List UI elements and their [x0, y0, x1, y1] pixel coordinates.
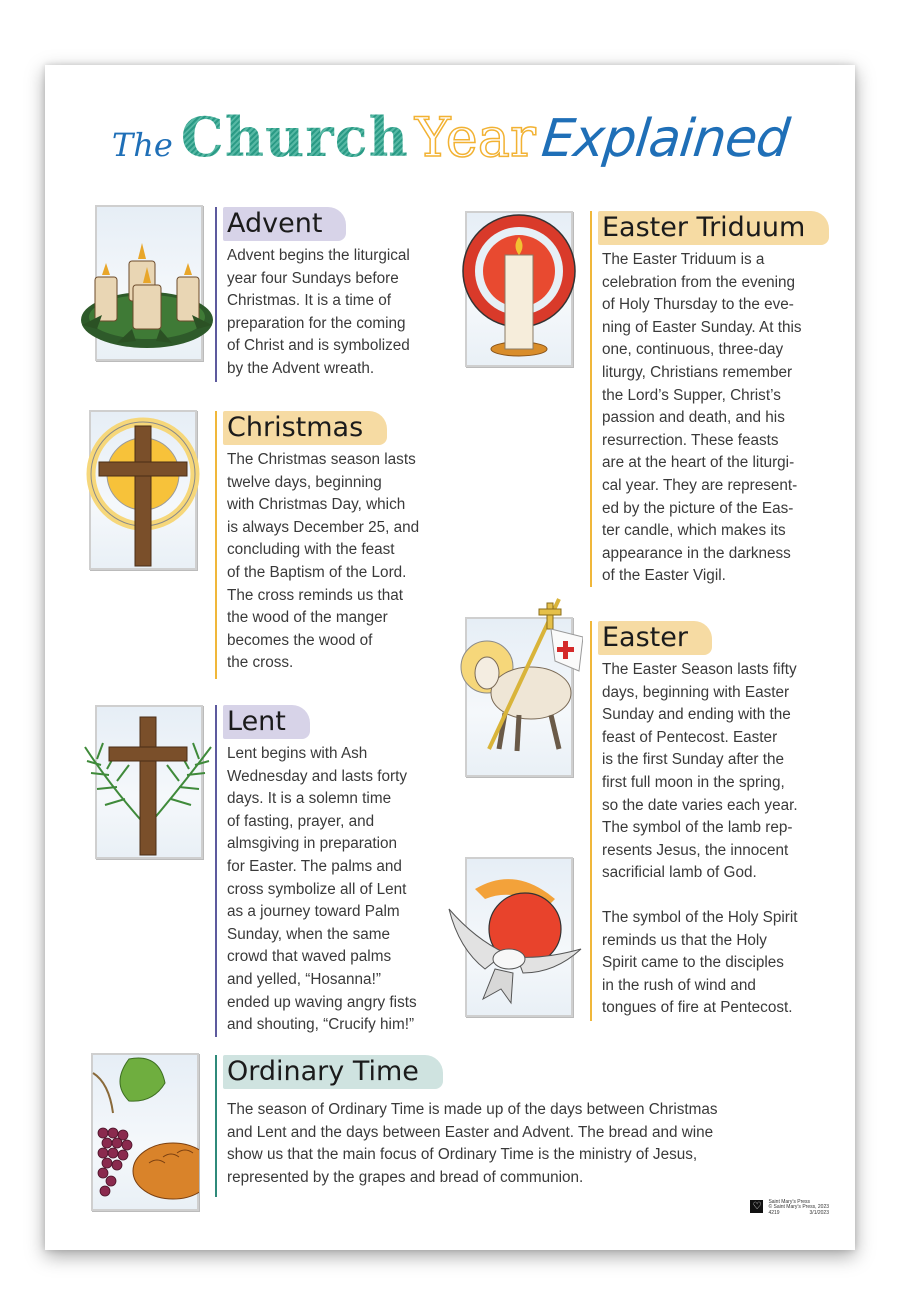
lent-heading: Lent [223, 705, 310, 739]
section-lent [215, 705, 455, 1037]
title-year: Year [414, 106, 536, 169]
print-date: 3/1/2023 [809, 1209, 829, 1216]
title-church: Church [180, 105, 409, 169]
lent-accent-bar [215, 705, 217, 1037]
holy-spirit-dove-icon [445, 869, 585, 1009]
lent-illustration-frame [95, 705, 203, 859]
christmas-text: The Christmas season lasts twelve days, beginning with Christmas Day, which is always December 25, and concluding with the feast of the Baptism of the Lord. The cross reminds us that the wood of the manger becomes the wood of the cross. [227, 451, 420, 672]
cross-with-halo-icon [81, 412, 205, 568]
publisher-credit [750, 1200, 829, 1217]
advent-wreath-icon [77, 225, 217, 355]
section-ordinary-time [215, 1055, 815, 1197]
ordinary-accent-bar [215, 1055, 217, 1197]
title-the: The [111, 126, 173, 164]
christmas-illustration-frame [89, 410, 197, 570]
advent-accent-bar [215, 207, 217, 382]
easter-accent-bar [590, 621, 592, 1021]
easter-candle-icon [457, 209, 581, 359]
advent-text: Advent begins the liturgical year four Sundays before Christmas. It is a time of preparation for the coming of Christ and is symbolized by the Advent wreath. [227, 247, 410, 377]
lent-text: Lent begins with Ash Wednesday and lasts forty days. It is a solemn time of fasting, prayer, and almsgiving in preparation for Easter. The palms and cross symbolize all of Lent as a journey toward Palm Sunday, when the same crowd that waved palms and yelled, “Hosanna!” ended up waving angry fists and shouting, “Crucify him!” [227, 745, 417, 1034]
cross-with-palms-icon [81, 707, 215, 857]
title-explained: Explained [538, 109, 792, 169]
section-easter [590, 621, 860, 1021]
easter-heading: Easter [598, 621, 712, 655]
triduum-heading: Easter Triduum [598, 211, 829, 245]
section-advent [215, 207, 455, 382]
grapes-and-bread-icon [89, 1053, 199, 1209]
poster [45, 65, 855, 1250]
christmas-accent-bar [215, 411, 217, 679]
copyright: © Saint Mary’s Press, 2023 [768, 1204, 829, 1210]
ordinary-illustration-frame [91, 1053, 199, 1211]
poster-title [45, 105, 855, 185]
easter-dove-illustration-frame [465, 857, 573, 1017]
section-easter-triduum [590, 211, 860, 587]
product-code: 4219 [768, 1209, 780, 1216]
saint-marys-press-logo-icon: ♡ [750, 1200, 763, 1213]
triduum-text: The Easter Triduum is a celebration from the evening of Holy Thursday to the eve- ning of Easter Sunday. At this one, continuous, three-day liturgy, Christians remember the Lord’s Supper, Christ’s passion and death, and his resurrection. These feasts are at the heart of the liturgi- cal year. They are represent- ed by the picture of the Eas- ter candle, which makes its appearance in the darkness of the Easter Vigil. [602, 251, 802, 585]
publisher-name: Saint Mary’s Press [768, 1198, 811, 1205]
triduum-accent-bar [590, 211, 592, 587]
advent-heading: Advent [223, 207, 346, 241]
pentecost-text: The symbol of the Holy Spirit reminds us that the Holy Spirit came to the disciples in the rush of wind and tongues of fire at Pentecost. [602, 909, 798, 1017]
publisher-credit-text [768, 1200, 829, 1217]
easter-lamb-illustration-frame [465, 617, 573, 777]
christmas-heading: Christmas [223, 411, 387, 445]
triduum-illustration-frame [465, 211, 573, 367]
lamb-of-god-icon [459, 589, 583, 775]
ordinary-heading: Ordinary Time [223, 1055, 443, 1089]
ordinary-text: The season of Ordinary Time is made up of the days between Christmas and Lent and the days between Easter and Advent. The bread and wine show us that the main focus of Ordinary Time is the ministry of Jesus, represented by the grapes and bread of communion. [227, 1101, 718, 1186]
section-christmas [215, 411, 455, 679]
easter-text: The Easter Season lasts fifty days, beginning with Easter Sunday and ending with the feast of Pentecost. Easter is the first Sunday after the first full moon in the spring, so the date varies each year. The symbol of the lamb rep- resents Jesus, the innocent sacrificial lamb of God. [602, 661, 798, 882]
advent-illustration-frame [95, 205, 203, 361]
